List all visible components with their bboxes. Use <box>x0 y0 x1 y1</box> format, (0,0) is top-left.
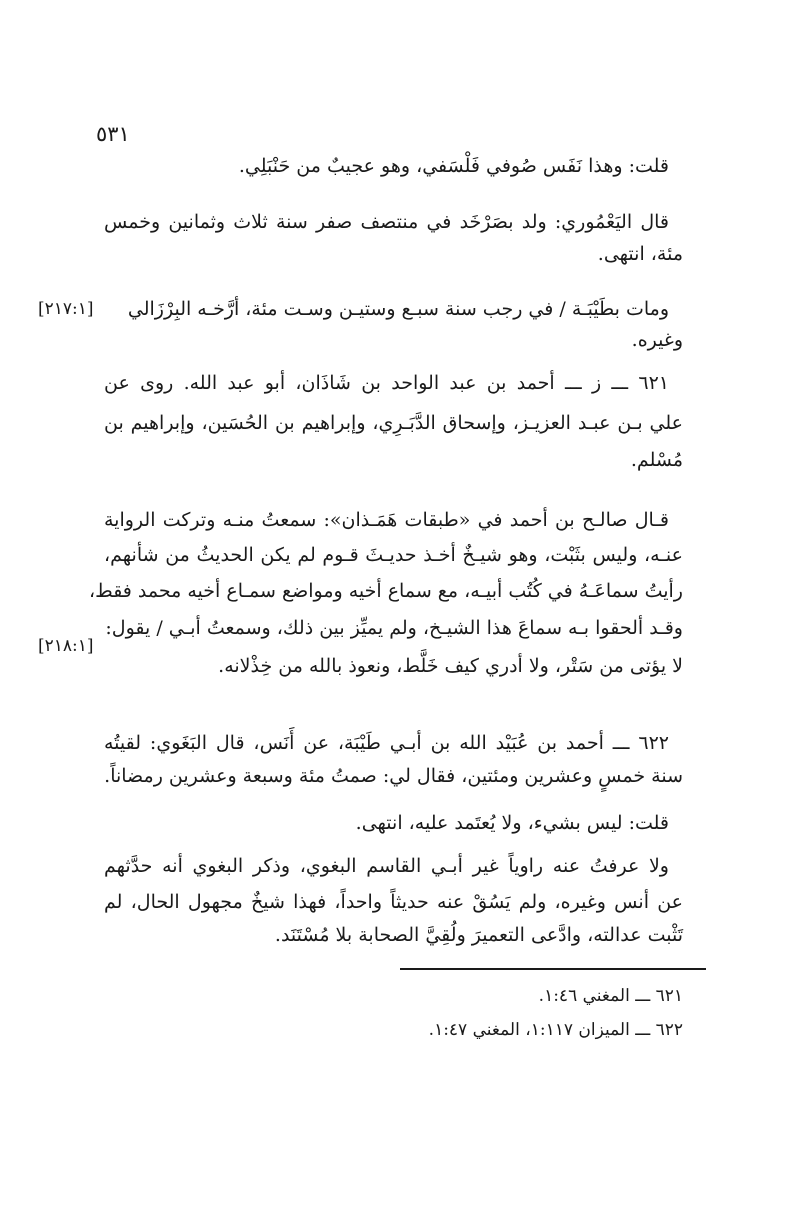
paragraph-line: ولا عرفتُ عنه راوياً غير أبـي القاسم البغوي، وذكر البغوي أنه حدَّثهم <box>104 855 669 877</box>
paragraph-line: قـال صالـح بن أحمد في «طبقات هَمَـذان»: سمعتُ منـه وتركت الرواية <box>104 509 669 531</box>
paragraph-line: تَثْبت عدالته، وادَّعى التعميرَ ولُقِيَّ الصحابة بلا مُسْتَنَد. <box>274 924 683 946</box>
paragraph-line: لا يؤتى من سَتْر، ولا أدري كيف خَلَّط، ونعوذ بالله من خِذْلانه. <box>218 655 683 677</box>
footnote-622: ٦٢٢ ـــ الميزان ١:١١٧، المغني ١:٤٧. <box>428 1020 683 1040</box>
margin-reference: [٢١٨:١] <box>38 636 94 656</box>
paragraph-line: وغيره. <box>631 329 683 351</box>
footnote-divider <box>400 968 706 970</box>
page-number: ٥٣١ <box>96 122 130 146</box>
paragraph-line: قلت: ليس بشيء، ولا يُعتَمد عليه، انتهى. <box>355 812 669 834</box>
paragraph-line: عن أنس وغيره، ولم يَسُقْ عنه حديثاً واحداً، فهذا شيخٌ مجهول الحال، لم <box>104 891 683 913</box>
paragraph-line: علي بـن عبـد العزيـز، وإسحاق الدَّبَـرِي، وإبراهيم بن الحُسَين، وإبراهيم بن <box>104 412 683 434</box>
margin-reference: [٢١٧:١] <box>38 299 94 319</box>
paragraph-line: مُسْلم. <box>630 449 683 471</box>
paragraph-line: عنـه، وليس بثَبْت، وهو شيـخٌ أخـذ حديـثَ قـوم لم يكن الحديثُ من شأنهم، <box>104 544 683 566</box>
entry-621-heading: ٦٢١ ـــ ز ـــ أحمد بن عبد الواحد بن شَاذَان، أبو عبد الله. روى عن <box>104 372 669 394</box>
entry-622-heading: ٦٢٢ ـــ أحمد بن عُبَيْد الله بن أبـي طَيْبَة، عن أَنَس، قال البَغَوي: لقيتُه <box>104 732 669 754</box>
paragraph-line: مئة، انتهى. <box>597 243 683 265</box>
paragraph-line: ومات بطَيْبَـة / في رجب سنة سبـع وستيـن وسـت مئة، أرَّخـه البِرْزَالي <box>127 298 669 320</box>
paragraph-line: سنة خمسٍ وعشرين ومئتين، فقال لي: صمتُ مئة وسبعة وعشرين رمضاناً. <box>104 765 683 787</box>
paragraph-line: قلت: وهذا نَفَس صُوفي فَلْسَفي، وهو عجيبٌ من حَنْبَلِي. <box>238 155 669 177</box>
paragraph-line: قال اليَعْمُوري: ولد بصَرْخَد في منتصف صفر سنة ثلاث وثمانين وخمس <box>104 211 669 233</box>
paragraph-line: رأيتُ سماعَـهُ في كُتُب أبيـه، مع سماع أخيه ومواضع سمـاع أخيه محمد فقط، <box>89 580 683 602</box>
paragraph-line: وقـد ألحقوا بـه سماعَ هذا الشيـخ، ولم يميِّز بين ذلك، وسمعتُ أبـي / يقول: <box>105 617 683 639</box>
footnote-621: ٦٢١ ـــ المغني ١:٤٦. <box>538 986 683 1006</box>
